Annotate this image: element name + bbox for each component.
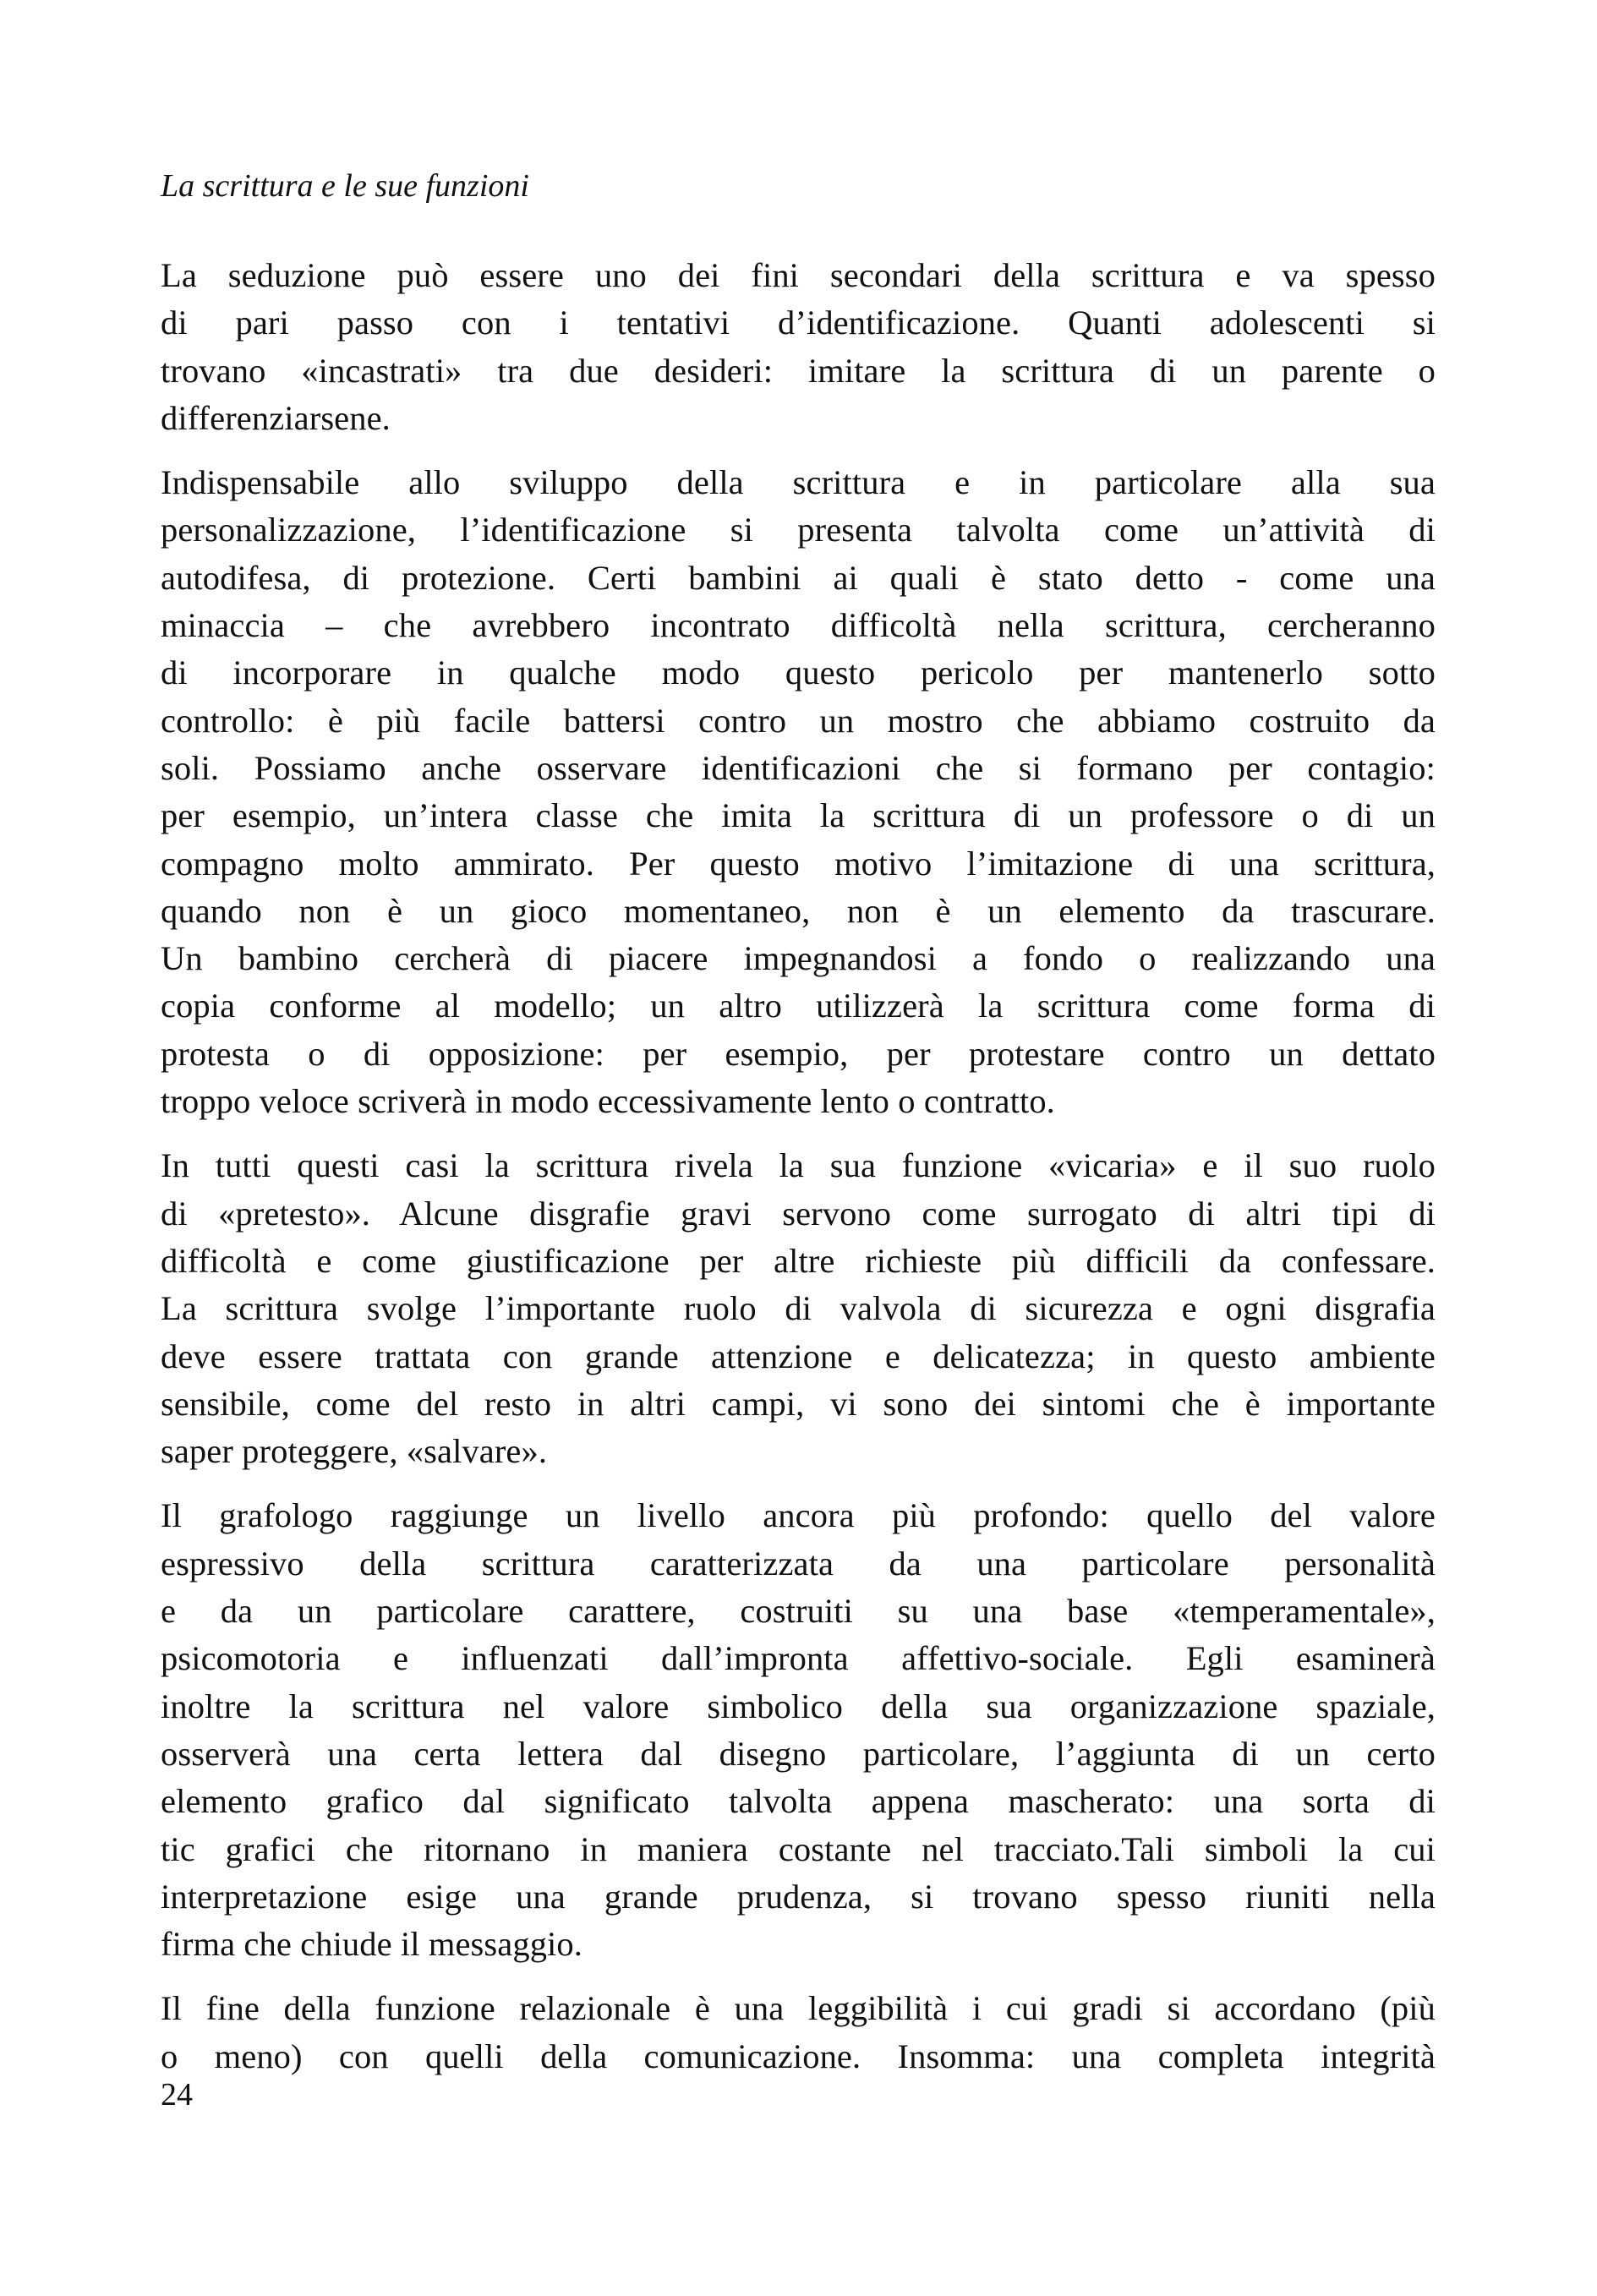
text-line: e da un particolare carattere, costruiti su una base «temperamentale», <box>161 1592 1436 1631</box>
text-line: In tutti questi casi la scrittura rivela la sua funzione «vicaria» e il suo ruolo <box>161 1146 1436 1185</box>
paragraph <box>161 1492 1436 1968</box>
text-line: espressivo della scrittura caratterizzata da una particolare personalità <box>161 1544 1436 1583</box>
text-line: Il fine della funzione relazionale è una leggibilità i cui gradi si accordano (più <box>161 1989 1436 2028</box>
paragraph <box>161 459 1436 1125</box>
text-line: tic grafici che ritornano in maniera costante nel tracciato.Tali simboli la cui <box>161 1829 1436 1868</box>
text-line: troppo veloce scriverà in modo eccessivamente lento o contratto. <box>161 1082 1055 1121</box>
text-line: per esempio, un’intera classe che imita la scrittura di un professore o di un <box>161 796 1436 835</box>
text-line: minaccia – che avrebbero incontrato difficoltà nella scrittura, cercheranno <box>161 606 1436 645</box>
text-line: di pari passo con i tentativi d’identificazione. Quanti adolescenti si <box>161 303 1436 342</box>
text-line: compagno molto ammirato. Per questo motivo l’imitazione di una scrittura, <box>161 844 1436 883</box>
text-line: quando non è un gioco momentaneo, non è un elemento da trascurare. <box>161 891 1436 930</box>
text-line: sensibile, come del resto in altri campi, vi sono dei sintomi che è importante <box>161 1384 1436 1423</box>
running-head: La scrittura e le sue funzioni <box>161 168 529 204</box>
paragraph <box>161 1142 1436 1475</box>
text-line: La seduzione può essere uno dei fini secondari della scrittura e va spesso <box>161 256 1436 294</box>
text-line: trovano «incastrati» tra due desideri: imitare la scrittura di un parente o <box>161 351 1436 390</box>
paragraph <box>161 252 1436 442</box>
text-line: firma che chiude il messaggio. <box>161 1925 582 1964</box>
text-line: autodifesa, di protezione. Certi bambini ai quali è stato detto - come una <box>161 558 1436 597</box>
paragraph <box>161 1985 1436 2080</box>
text-line: di incorporare in qualche modo questo pericolo per mantenerlo sotto <box>161 653 1436 692</box>
text-line: differenziarsene. <box>161 398 391 437</box>
text-line: interpretazione esige una grande prudenza, si trovano spesso riuniti nella <box>161 1877 1436 1916</box>
text-line: La scrittura svolge l’importante ruolo di valvola di sicurezza e ogni disgrafia <box>161 1289 1436 1328</box>
text-line: copia conforme al modello; un altro utilizzerà la scrittura come forma di <box>161 987 1436 1025</box>
text-line: Il grafologo raggiunge un livello ancora più profondo: quello del valore <box>161 1496 1436 1535</box>
text-line: saper proteggere, «salvare». <box>161 1432 548 1471</box>
page-number: 24 <box>161 2077 193 2113</box>
text-line: protesta o di opposizione: per esempio, per protestare contro un dettato <box>161 1034 1436 1073</box>
text-line: elemento grafico dal significato talvolta appena mascherato: una sorta di <box>161 1782 1436 1821</box>
text-line: osserverà una certa lettera dal disegno particolare, l’aggiunta di un certo <box>161 1734 1436 1773</box>
text-line: o meno) con quelli della comunicazione. Insomma: una completa integrità <box>161 2036 1436 2075</box>
text-line: difficoltà e come giustificazione per altre richieste più difficili da confessare. <box>161 1241 1436 1280</box>
text-line: Indispensabile allo sviluppo della scrittura e in particolare alla sua <box>161 463 1436 502</box>
text-line: deve essere trattata con grande attenzione e delicatezza; in questo ambiente <box>161 1337 1436 1375</box>
body-text <box>161 252 1436 2097</box>
text-line: psicomotoria e influenzati dall’impronta affettivo-sociale. Egli esaminerà <box>161 1639 1436 1678</box>
text-line: Un bambino cercherà di piacere impegnandosi a fondo o realizzando una <box>161 939 1436 978</box>
text-line: soli. Possiamo anche osservare identificazioni che si formano per contagio: <box>161 748 1436 787</box>
text-line: inoltre la scrittura nel valore simbolico della sua organizzazione spaziale, <box>161 1686 1436 1725</box>
text-line: personalizzazione, l’identificazione si presenta talvolta come un’attività di <box>161 511 1436 549</box>
text-line: controllo: è più facile battersi contro un mostro che abbiamo costruito da <box>161 701 1436 740</box>
text-line: di «pretesto». Alcune disgrafie gravi servono come surrogato di altri tipi di <box>161 1194 1436 1233</box>
